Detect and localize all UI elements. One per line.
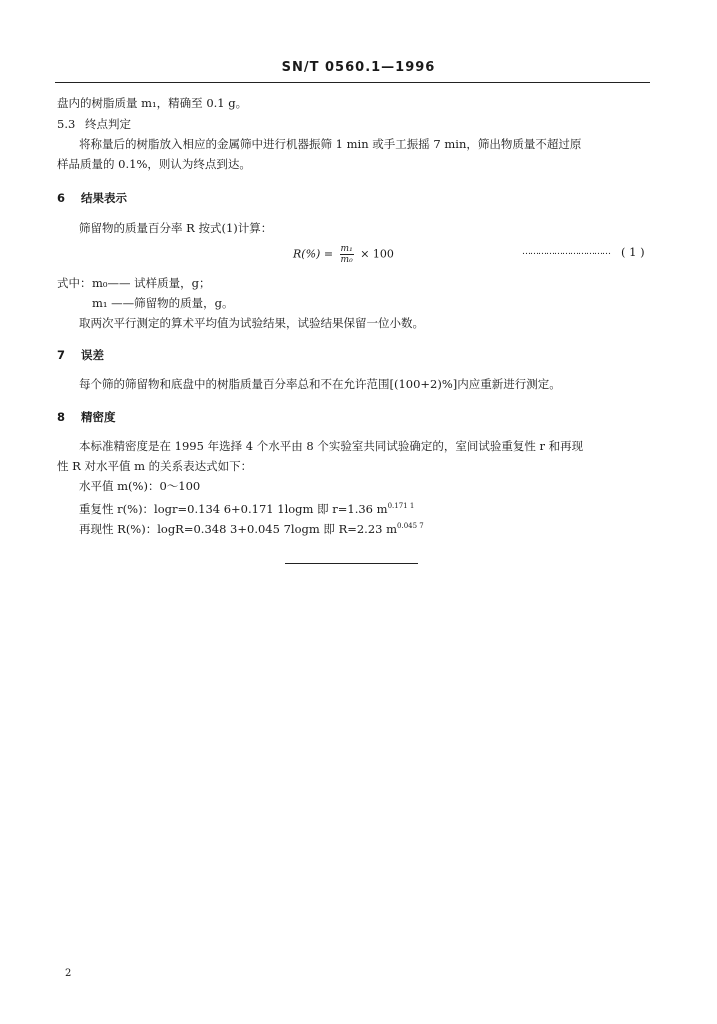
header-rule [55,82,650,83]
repeatability-formula [79,498,414,517]
section-title: 终点判定 [85,117,131,131]
section-5-3-text-2: 样品质量的 0.1%，则认为终点到达。 [57,157,251,171]
equation-leader: …………………………… [522,247,610,257]
end-rule [285,563,418,564]
section-7-text: 每个筛的筛留物和底盘中的树脂质量百分率总和不在允许范围[(100+2)%]内应重新进行测定。 [79,377,561,391]
section-6-heading [57,190,127,206]
fraction [340,244,354,265]
reproducibility-text: 再现性 R(%)：logR=0.348 3+0.045 7logm 即 R=2.23 m [79,521,398,536]
section-5-3-text-1: 将称量后的树脂放入相应的金属筛中进行机器振筛 1 min 或手工振摇 7 min，筛出物质量不超过原 [79,137,582,151]
section-7-heading [57,347,104,363]
equation-1 [293,244,394,265]
section-number: 7 [57,348,66,362]
section-8-text-2: 性 R 对水平值 m 的关系表达式如下： [57,459,253,473]
section-5-3-heading [57,116,131,132]
standard-number-header: SN/T 0560.1—1996 [281,60,436,75]
section-title: 误差 [81,348,104,362]
formula-lhs: R(%) = [293,247,334,261]
page-number: 2 [65,968,72,979]
where-label: 式中： [57,276,92,290]
fraction-denominator: m₀ [340,255,353,265]
continued-line: 盘内的树脂质量 m₁，精确至 0.1 g。 [57,96,248,110]
section-title: 结果表示 [81,191,127,205]
reproducibility-formula [79,518,424,537]
reproducibility-exponent: 0.045 7 [397,522,424,530]
repeatability-exponent: 0.171 1 [387,502,415,510]
formula-intro: 筛留物的质量百分率 R 按式(1)计算： [79,221,273,235]
section-number: 8 [57,410,66,424]
section-8-text-1: 本标准精密度是在 1995 年选择 4 个水平由 8 个实验室共同试验确定的，室间试验重复性 r 和再现 [79,439,584,453]
section-number: 6 [57,191,66,205]
variable-m0: m₀—— 试样质量，g； [92,276,211,290]
section-number: 5.3 [57,117,76,131]
section-8-heading [57,409,116,425]
formula-rhs: × 100 [360,247,394,261]
average-note: 取两次平行测定的算术平均值为试验结果，试验结果保留一位小数。 [79,316,424,330]
fraction-numerator: m₁ [340,244,353,254]
section-title: 精密度 [81,410,116,424]
equation-number: ( 1 ) [621,245,645,259]
level-range: 水平值 m(%)：0～100 [79,479,201,493]
repeatability-text: 重复性 r(%)：logr=0.134 6+0.171 1logm 即 r=1.36 m [79,501,388,516]
variable-m1: m₁ ——筛留物的质量，g。 [92,296,234,310]
